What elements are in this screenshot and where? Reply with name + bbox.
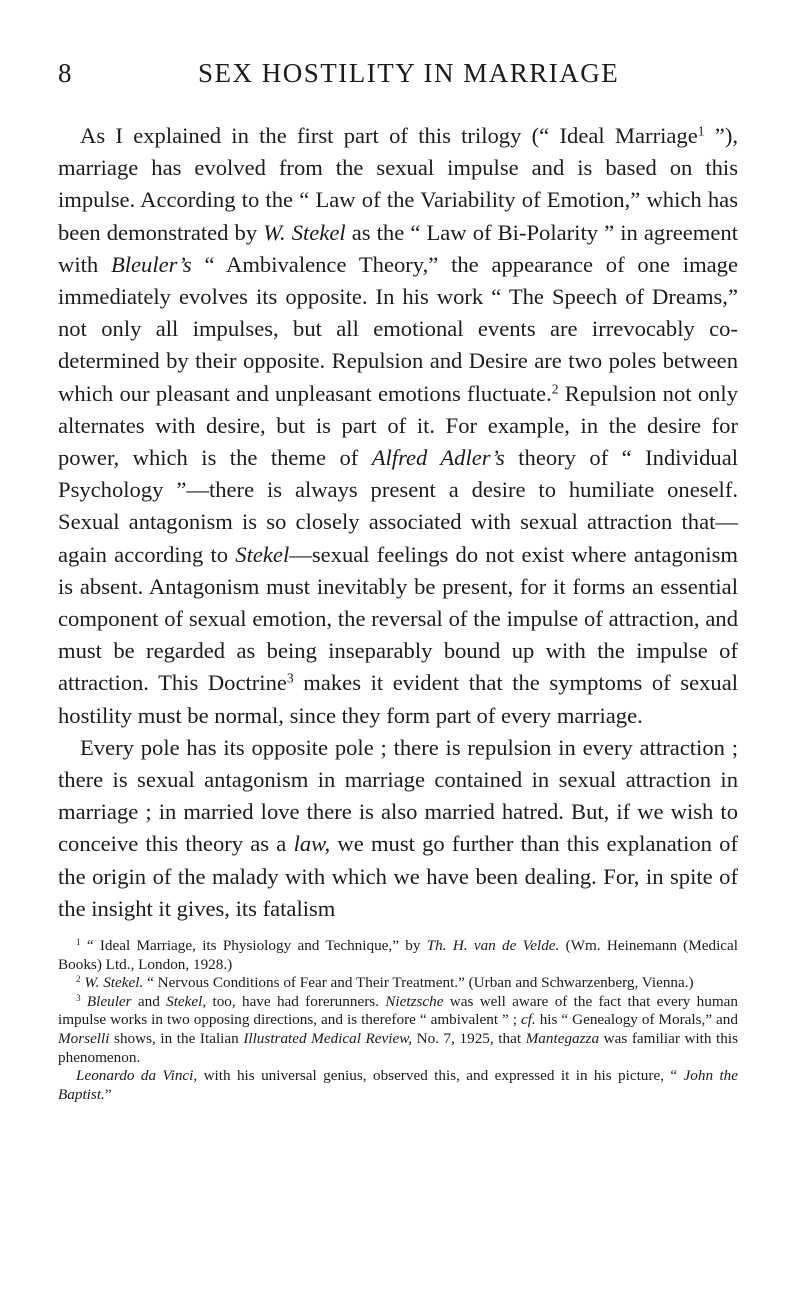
italic-title: Illustrated Medical Review,: [243, 1030, 413, 1048]
footnote: [58, 993, 738, 1067]
footnote-number: 3: [76, 992, 81, 1003]
italic-name: Stekel: [235, 541, 290, 567]
italic-name: Stekel,: [166, 992, 207, 1010]
italic-name: W. Stekel.: [84, 974, 144, 992]
text-run: “ Nervous Conditions of Fear and Their Treatment.” (Urban and Schwarzenberg, Vienna.): [143, 974, 694, 992]
text-run: Every pole has its opposite pole ; there is repulsion in every attraction ; there is sexual antagonism in marriage contained in sexual attraction in marriage ; in married love there is also married hatred. But, if we wish to conceive this theory as a: [58, 734, 738, 857]
italic-word: law,: [293, 831, 331, 857]
paragraph: [58, 732, 738, 925]
footnote-number: 2: [76, 974, 81, 985]
footnote-number: 1: [76, 937, 81, 948]
footnotes: [58, 937, 738, 1104]
text-run: (Wm. Heinemann (Medical Books) Ltd., London, 1928.): [58, 937, 739, 973]
text-run: we must go further than this explanation of the origin of the malady with which we have been dealing. For, in spite of the insight it gives, its fatalism: [58, 831, 738, 921]
paragraph: [58, 120, 738, 732]
footnote-ref: 3: [286, 671, 294, 686]
italic-name: Bleuler: [86, 992, 132, 1010]
text-run: as the “ Law of Bi-Polarity ” in agreement with: [58, 219, 738, 277]
italic-name: Leonardo da Vinci,: [76, 1067, 198, 1085]
footnote: [58, 1067, 738, 1104]
text-run: As I explained in the first part of this trilogy (“ Ideal Marriage: [80, 123, 698, 148]
text-run: ”: [104, 1085, 112, 1103]
text-run: with his universal genius, observed this, and expressed it in his picture, “: [197, 1067, 684, 1085]
italic-name: Bleuler’s: [110, 251, 192, 277]
italic-word: cf.: [520, 1011, 536, 1029]
text-run: “ Ideal Marriage, its Physiology and Technique,” by: [80, 937, 427, 955]
text-run: No. 7, 1925, that: [412, 1030, 526, 1048]
italic-name: Nietzsche: [385, 992, 444, 1010]
book-page: [58, 58, 738, 1104]
italic-name: Morselli: [58, 1030, 110, 1048]
italic-name: Th. H. van de Velde.: [426, 937, 560, 955]
text-run: makes it evident that the symptoms of sexual hostility must be normal, since they form part of every marriage.: [58, 670, 739, 728]
text-run: was well aware of the fact that every human impulse works in two opposing directions, and is therefore “ ambivalent ” ;: [58, 992, 738, 1029]
italic-name: W. Stekel: [263, 219, 346, 245]
running-title: SEX HOSTILITY IN MARRIAGE: [198, 58, 620, 88]
text-run: theory of “ Individual Psychology ”—there is always present a desire to humiliate oneself. Sexual antagonism is so closely associated with sexual attraction that—again according to: [58, 445, 738, 567]
footnote-ref: 2: [551, 381, 559, 397]
text-run: too, have had forerunners.: [206, 992, 386, 1010]
text-run: his “ Genealogy of Morals,” and: [535, 1011, 738, 1029]
text-run: shows, in the Italian: [109, 1030, 244, 1048]
text-run: was familiar with this phenomenon.: [58, 1030, 738, 1066]
italic-title: John the Baptist.: [58, 1067, 738, 1103]
footnote-ref: 1: [697, 123, 705, 139]
body-text: [58, 120, 738, 925]
text-run: and: [131, 992, 167, 1010]
text-run: —sexual feelings do not exist where antagonism is absent. Antagonism must inevitably be present, for it forms an essential component of sexual emotion, the reversal of the impulse of attraction, and must be regarded as being inseparably bound up with the impulse of attraction. This Doctrine: [58, 541, 738, 696]
italic-name: Mantegazza: [525, 1030, 600, 1048]
footnote: [58, 974, 738, 993]
footnote: [58, 937, 738, 974]
page-header: [58, 58, 738, 98]
text-run: ”), marriage has evolved from the sexual impulse and is based on this impulse. According to the “ Law of the Variability of Emotion,” which has been demonstrated by: [58, 123, 738, 245]
page-number: 8: [58, 58, 73, 88]
italic-name: Alfred Adler’s: [371, 445, 505, 471]
text-run: “ Ambivalence Theory,” the appearance of one image immediately evolves its opposite. In his work “ The Speech of Dreams,” not only all impulses, but all emotional events are irrevocably co-determined by their opposite. Repulsion and Desire are two poles between which our pleasant and unpleasant emotions fluctuate.: [58, 251, 738, 406]
text-run: Repulsion not only alternates with desire, but is part of it. For example, in the desire for power, which is the theme of: [58, 380, 738, 471]
